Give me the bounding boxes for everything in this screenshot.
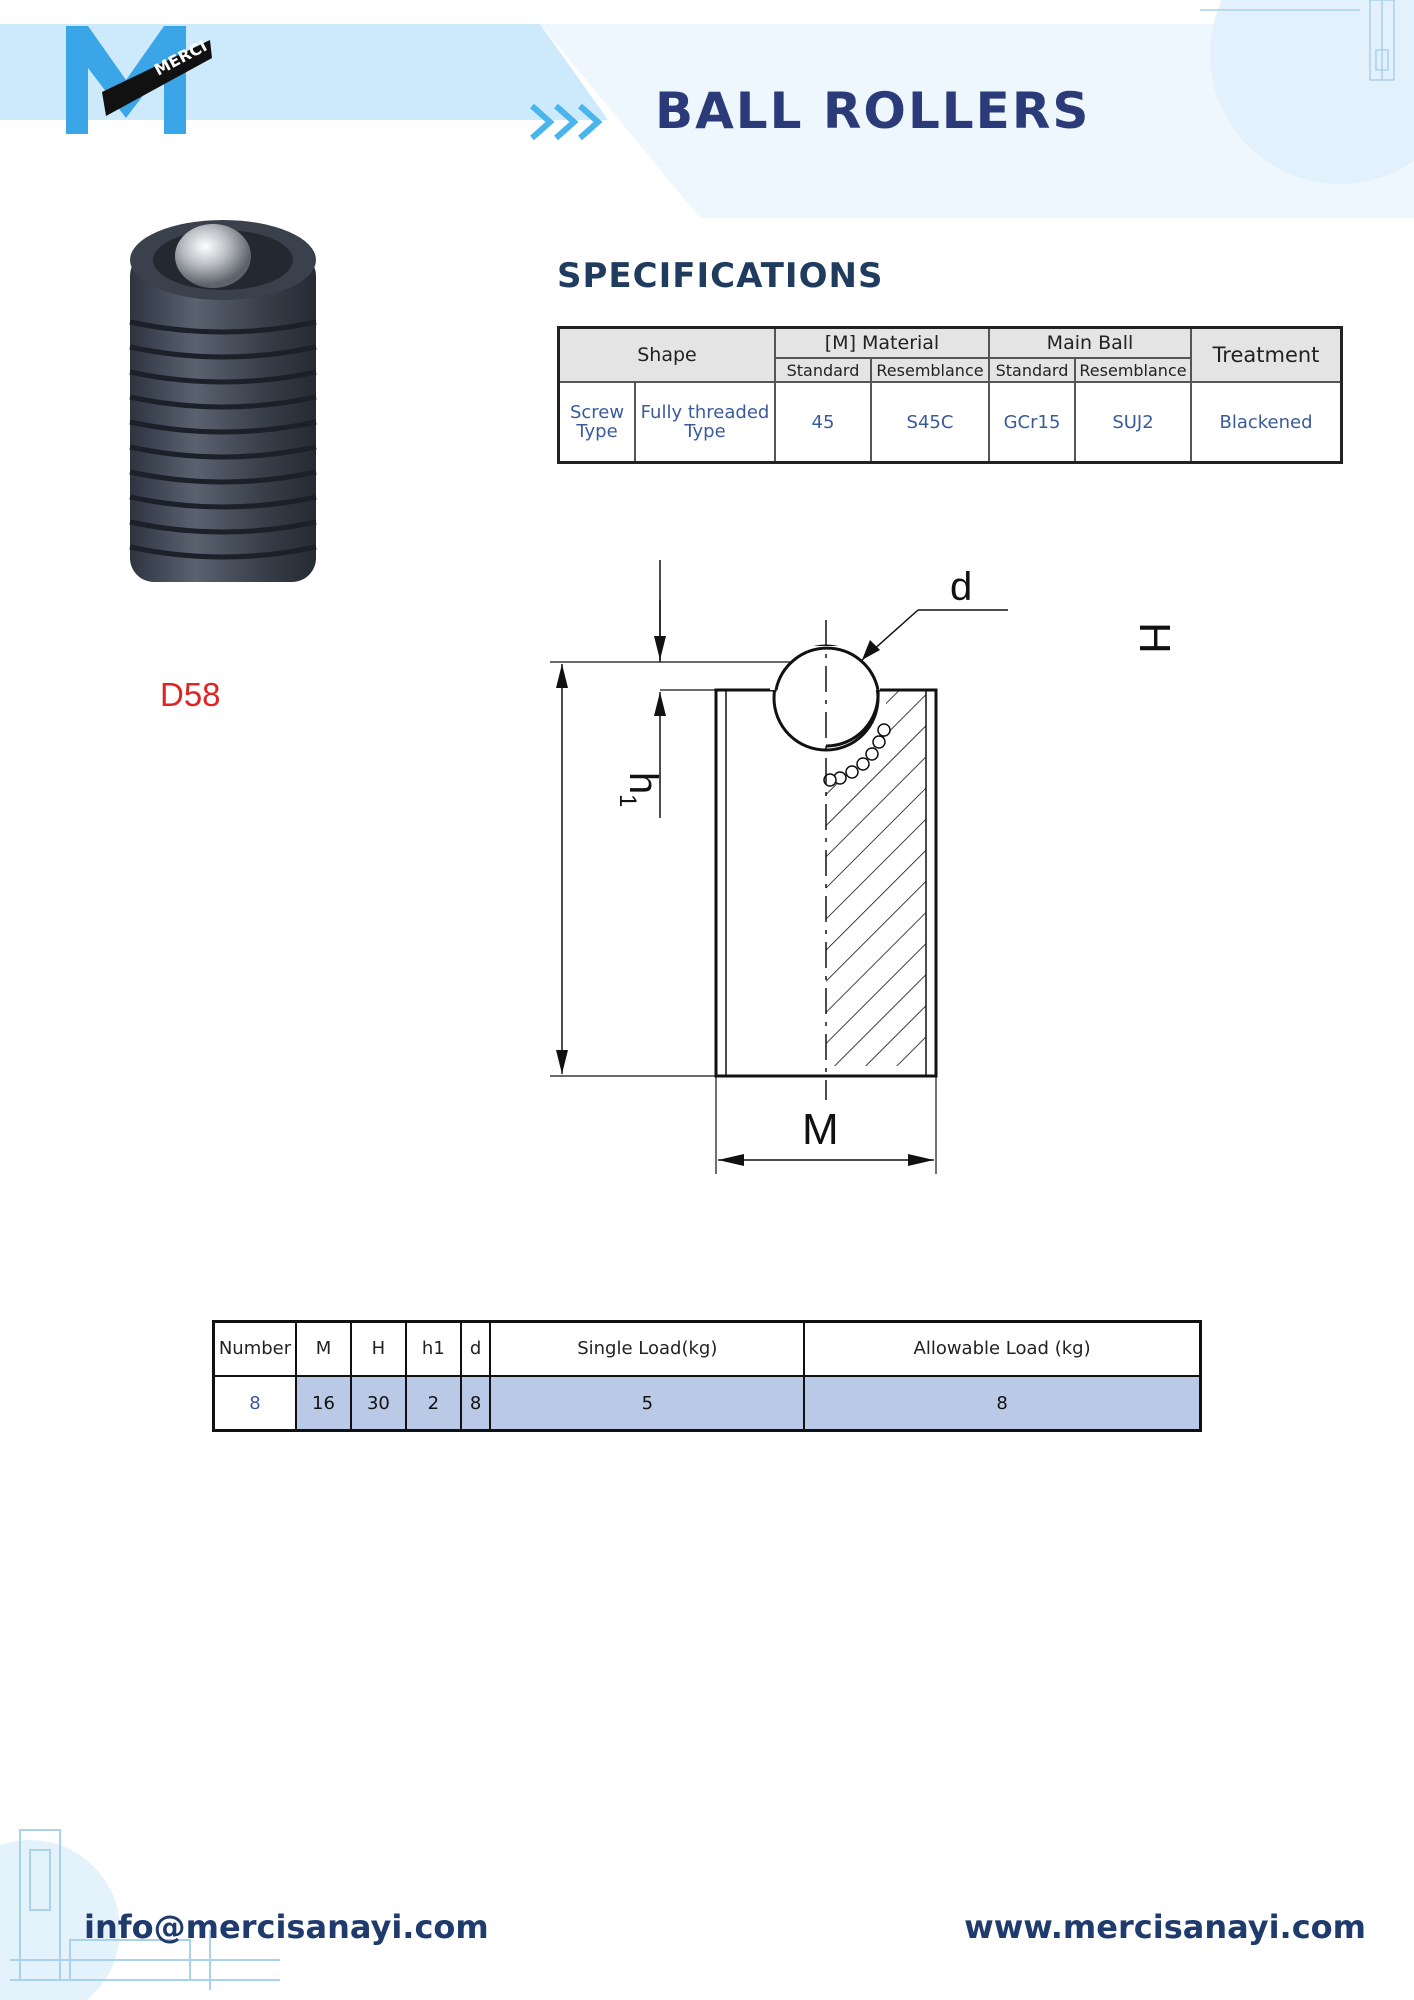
logo-text: MERCI — [150, 36, 211, 80]
dims-header: Number — [214, 1322, 297, 1377]
table-row — [214, 1376, 1201, 1431]
merci-logo — [62, 22, 212, 140]
dims-header: M — [296, 1322, 351, 1377]
cell-material-standard: 45 — [775, 382, 871, 463]
technical-drawing — [500, 560, 1179, 1180]
cell-shape-a: Screw Type — [559, 382, 636, 463]
label-h1-sub: 1 — [614, 794, 641, 808]
label-M: M — [802, 1105, 839, 1154]
col-treatment: Treatment — [1191, 328, 1342, 383]
specifications-table — [557, 326, 1343, 464]
dims-cell: 8 — [461, 1376, 491, 1431]
dims-cell: 2 — [406, 1376, 461, 1431]
dims-cell: 8 — [804, 1376, 1200, 1431]
cell-ball-resemblance: SUJ2 — [1075, 382, 1191, 463]
col-shape: Shape — [559, 328, 776, 383]
col-ball-resemblance: Resemblance — [1075, 358, 1191, 382]
col-material-resemblance: Resemblance — [871, 358, 989, 382]
product-code: D58 — [160, 676, 221, 713]
cell-treatment: Blackened — [1191, 382, 1342, 463]
dims-cell: 16 — [296, 1376, 351, 1431]
dimensions-table — [212, 1320, 1202, 1432]
dims-header: Single Load(kg) — [490, 1322, 804, 1377]
dims-cell: 8 — [214, 1376, 297, 1431]
col-ball-standard: Standard — [989, 358, 1075, 382]
dims-header: d — [461, 1322, 491, 1377]
dims-cell: 5 — [490, 1376, 804, 1431]
col-material-standard: Standard — [775, 358, 871, 382]
chevrons-icon — [528, 100, 610, 144]
product-photo — [118, 212, 328, 604]
col-material: [M] Material — [775, 328, 989, 359]
specifications-heading: SPECIFICATIONS — [557, 256, 884, 296]
footer-email[interactable]: info@mercisanayi.com — [84, 1908, 489, 1946]
col-main-ball: Main Ball — [989, 328, 1191, 359]
dims-header: h1 — [406, 1322, 461, 1377]
label-H: H — [1130, 622, 1179, 654]
dims-header: Allowable Load (kg) — [804, 1322, 1200, 1377]
cell-shape-b: Fully threaded Type — [635, 382, 775, 463]
footer-website[interactable]: www.mercisanayi.com — [964, 1908, 1366, 1946]
label-d: d — [950, 565, 973, 609]
header-decoration — [1190, 0, 1414, 90]
page-title: BALL ROLLERS — [655, 82, 1091, 140]
footer-decoration — [0, 1810, 300, 2000]
dims-cell: 30 — [351, 1376, 406, 1431]
cell-material-resemblance: S45C — [871, 382, 989, 463]
cell-ball-standard: GCr15 — [989, 382, 1075, 463]
label-h1: h — [621, 772, 665, 795]
dims-header: H — [351, 1322, 406, 1377]
